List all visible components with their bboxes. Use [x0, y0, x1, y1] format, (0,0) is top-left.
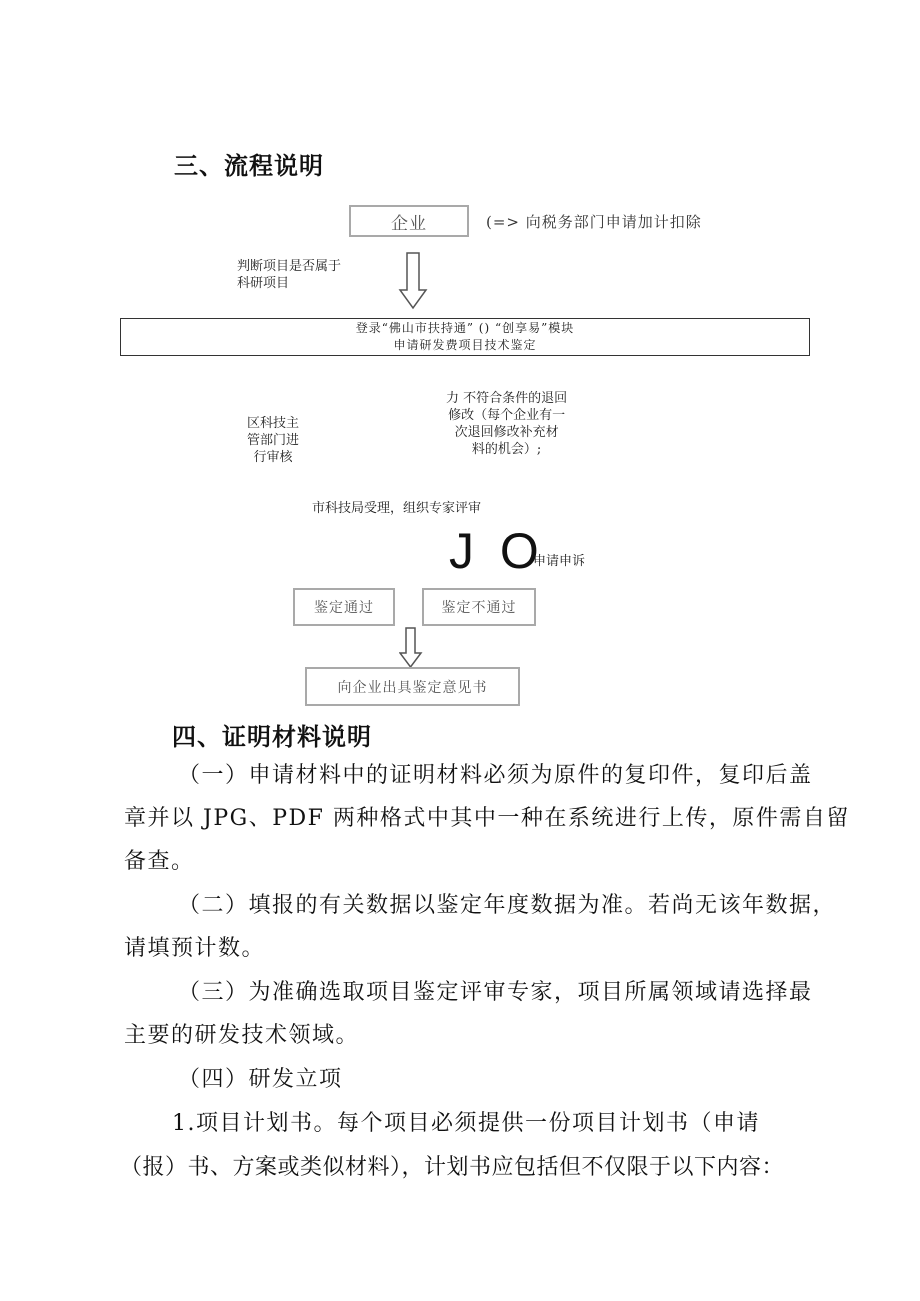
paragraph-1-line-2: 章并以 JPG、PDF 两种格式中其中一种在系统进行上传，原件需自留	[124, 806, 850, 831]
opinion-letter-box: 向企业出具鉴定意见书	[305, 667, 520, 706]
return-note-line-4: 料的机会）;	[471, 442, 542, 457]
tax-deduction-note: (=> 向税务部门申请加计扣除	[486, 213, 702, 231]
fail-box: 鉴定不通过	[422, 588, 536, 626]
register-application-box	[120, 318, 810, 356]
paragraph-2-line-1: （二）填报的有关数据以鉴定年度数据为准。若尚无该年数据，	[178, 893, 837, 918]
jo-mark: J O	[449, 523, 545, 579]
pass-box: 鉴定通过	[293, 588, 395, 626]
judge-project-note	[237, 258, 341, 292]
district-note-line-1: 区科技主	[247, 416, 300, 431]
paragraph-2-line-2: 请填预计数。	[124, 936, 266, 961]
paragraph-4: （四）研发立项	[178, 1067, 343, 1092]
paragraph-3-line-1: （三）为准确选取项目鉴定评审专家，项目所属领域请选择最	[178, 980, 813, 1005]
paragraph-1-line-3: 备查。	[124, 849, 195, 874]
district-review-note	[247, 415, 299, 466]
enterprise-box: 企业	[349, 205, 469, 237]
register-line-2: 申请研发费项目技术鉴定	[393, 338, 537, 352]
paragraph-3-line-2: 主要的研发技术领域。	[124, 1023, 360, 1048]
appeal-note: 申请申诉	[533, 554, 586, 569]
return-note-line-3: 次退回修改补充材	[454, 425, 559, 440]
paragraph-1-line-1: （一）申请材料中的证明材料必须为原件的复印件，复印后盖	[178, 763, 813, 788]
district-note-line-3: 行审核	[253, 450, 293, 465]
district-note-line-2: 管部门进	[247, 433, 300, 448]
section-heading-process: 三、流程说明	[174, 152, 324, 180]
return-note-line-2: 修改（每个企业有一	[448, 408, 566, 423]
down-arrow-icon	[399, 627, 423, 669]
paragraph-5-line-1: 1.项目计划书。每个项目必须提供一份项目计划书（申请	[172, 1111, 760, 1136]
section-heading-materials: 四、证明材料说明	[172, 723, 372, 751]
down-arrow-icon	[398, 252, 428, 310]
paragraph-5-line-2: （报）书、方案或类似材料），计划书应包括但不仅限于以下内容：	[120, 1155, 785, 1180]
register-line-1: 登录“佛山市扶持通” () “创享易”模块	[355, 321, 575, 335]
return-note-line-1: 力 不符合条件的退回	[446, 391, 568, 406]
judge-note-line-1: 判断项目是否属于	[237, 259, 342, 274]
judge-note-line-2: 科研项目	[237, 276, 290, 291]
return-modify-note	[446, 390, 567, 458]
city-bureau-note: 市科技局受理，组织专家评审	[312, 501, 482, 516]
